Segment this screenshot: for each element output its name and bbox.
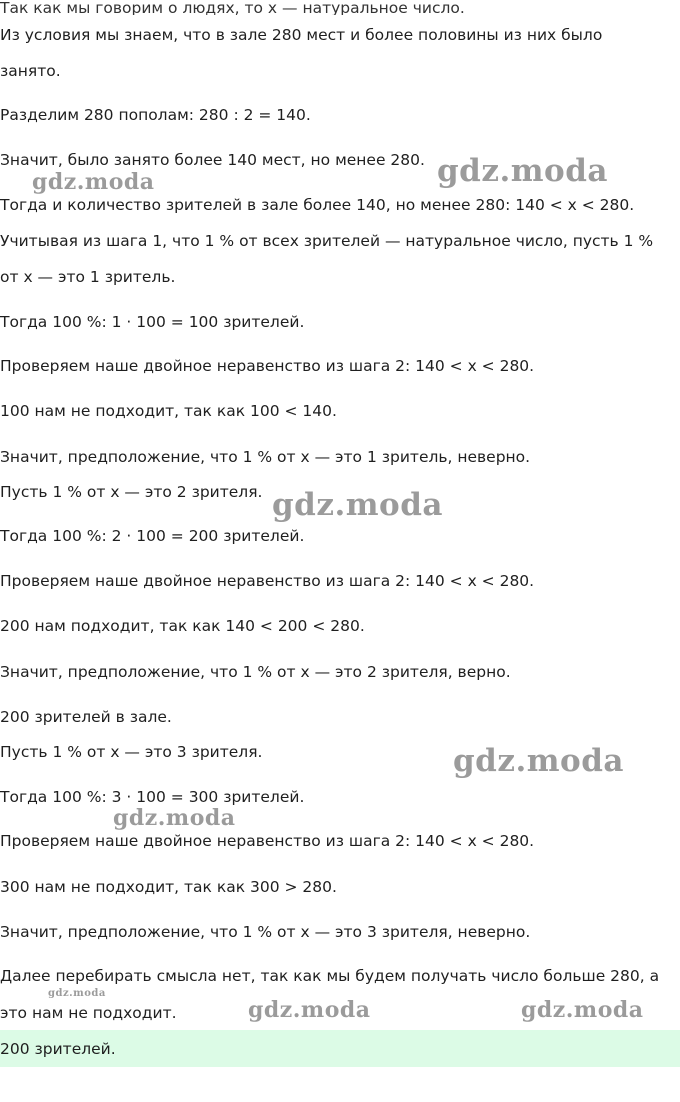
text-line: Тогда 100 %: 1 · 100 = 100 зрителей. — [0, 313, 305, 331]
watermark: gdz.moda — [113, 805, 236, 831]
watermark: gdz.moda — [248, 997, 371, 1023]
text-line: Далее перебирать смысла нет, так как мы будем получать число больше 280, а — [0, 967, 660, 985]
text-line: Учитывая из шага 1, что 1 % от всех зрителей — натуральное число, пусть 1 % — [0, 232, 654, 250]
text-line: Тогда 100 %: 2 · 100 = 200 зрителей. — [0, 527, 305, 545]
text-line: Значит, предположение, что 1 % от x — это 3 зрителя, неверно. — [0, 923, 531, 941]
watermark: gdz.moda — [453, 743, 624, 779]
text-line: Проверяем наше двойное неравенство из шага 2: 140 < x < 280. — [0, 357, 535, 375]
text-line: Из условия мы знаем, что в зале 280 мест и более половины из них было — [0, 26, 603, 44]
watermark: gdz.moda — [48, 988, 106, 999]
watermark: gdz.moda — [272, 487, 443, 523]
text-line: Значит, предположение, что 1 % от x — это 1 зритель, неверно. — [0, 448, 531, 466]
text-line: 200 зрителей в зале. — [0, 708, 172, 726]
text-line: Тогда и количество зрителей в зале более 140, но менее 280: 140 < x < 280. — [0, 196, 635, 214]
text-line: Значит, предположение, что 1 % от x — это 2 зрителя, верно. — [0, 663, 511, 681]
watermark: gdz.moda — [437, 153, 608, 189]
text-line: Разделим 280 пополам: 280 : 2 = 140. — [0, 106, 311, 124]
text-line: 300 нам не подходит, так как 300 > 280. — [0, 878, 337, 896]
text-line: 200 нам подходит, так как 140 < 200 < 280. — [0, 617, 365, 635]
cut-off-previous-line — [0, 0, 680, 15]
text-line: занято. — [0, 62, 61, 80]
text-line: Пусть 1 % от x — это 3 зрителя. — [0, 743, 263, 761]
answer-box — [0, 1030, 680, 1067]
text-line: это нам не подходит. — [0, 1004, 177, 1022]
text-line: от x — это 1 зритель. — [0, 268, 176, 286]
text-line: Проверяем наше двойное неравенство из шага 2: 140 < x < 280. — [0, 832, 535, 850]
text-line: Значит, было занято более 140 мест, но менее 280. — [0, 151, 425, 169]
answer-text: 200 зрителей. — [0, 1040, 116, 1058]
text-line: 100 нам не подходит, так как 100 < 140. — [0, 402, 337, 420]
watermark: gdz.moda — [521, 997, 644, 1023]
text-line: Тогда 100 %: 3 · 100 = 300 зрителей. — [0, 788, 305, 806]
watermark: gdz.moda — [32, 169, 155, 195]
text-line: Так как мы говорим о людях, то x — натуральное число. — [0, 0, 465, 15]
text-line: Пусть 1 % от x — это 2 зрителя. — [0, 483, 263, 501]
text-line: Проверяем наше двойное неравенство из шага 2: 140 < x < 280. — [0, 572, 535, 590]
